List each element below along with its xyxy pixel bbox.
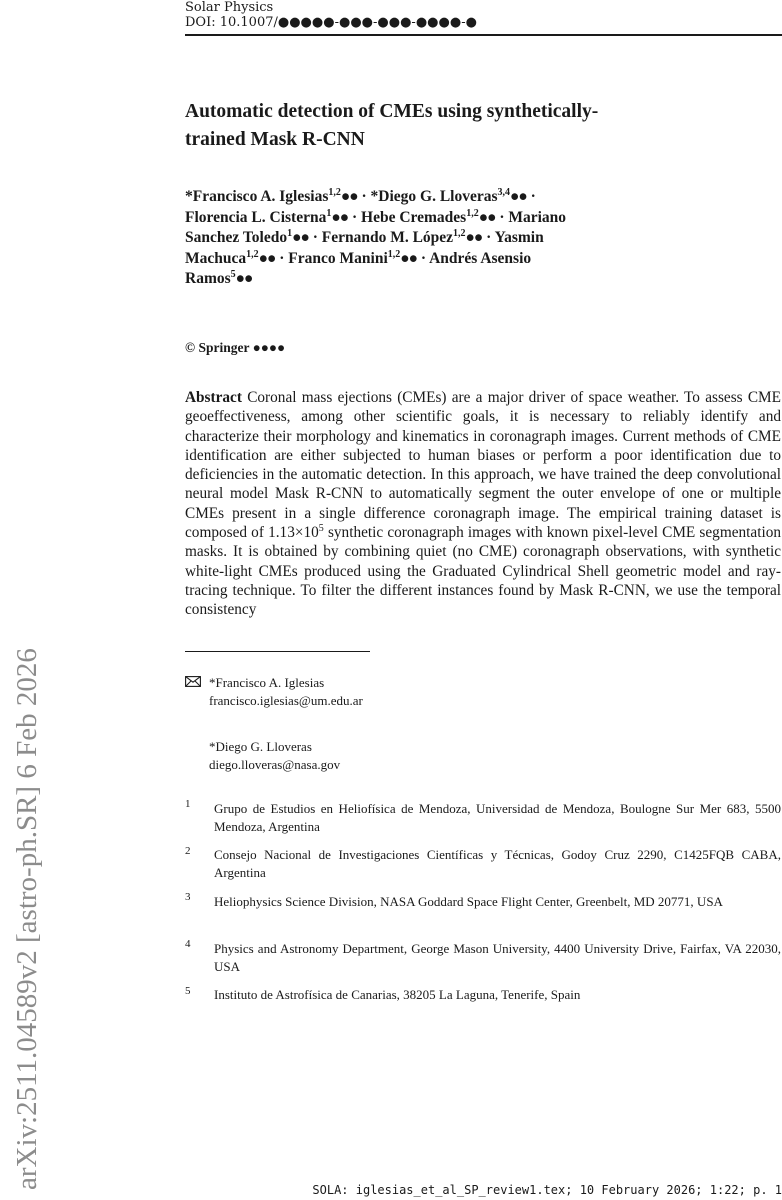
- author-affiliation: 1: [326, 207, 332, 219]
- corresponding-author: [209, 674, 363, 710]
- affiliation-text: Physics and Astronomy Department, George Mason University, 4400 University Drive, Fairfax, VA 22030, USA: [214, 941, 781, 974]
- corresponding-author: [209, 738, 340, 774]
- envelope-icon: [185, 676, 201, 687]
- author: *Francisco A. Iglesias$^{1,2}$●●: [185, 186, 358, 205]
- affiliation-number: 2: [185, 845, 191, 857]
- author: Florencia L. Cisterna$^1$●●: [185, 207, 349, 226]
- journal-name: Solar Physics: [185, 0, 274, 15]
- orcid-icon[interactable]: ●●: [258, 249, 276, 267]
- author: Mariano Sanchez Toledo$^1$●●: [185, 208, 567, 246]
- affiliation-number: 1: [185, 798, 191, 810]
- author-affiliation: 1,2: [387, 248, 401, 260]
- affiliation-text: Heliophysics Science Division, NASA Goddard Space Flight Center, Greenbelt, MD 20771, USA: [214, 894, 723, 909]
- affiliation-number: 5: [185, 985, 191, 997]
- orcid-icon[interactable]: ●●: [292, 229, 309, 246]
- author: Franco Manini$^{1,2}$●●: [288, 248, 417, 267]
- contact-email[interactable]: francisco.iglesias@um.edu.ar: [209, 693, 363, 708]
- orcid-icon[interactable]: ●●: [400, 249, 417, 267]
- affiliation-text: Grupo de Estudios en Heliofísica de Mendoza, Universidad de Mendoza, Boulogne Sur Mer 683, 5500 Mendoza, Argentina: [214, 801, 781, 834]
- affiliation-number: 3: [185, 891, 191, 903]
- abstract-heading: Abstract: [185, 389, 242, 406]
- affiliation-number: 4: [185, 938, 191, 950]
- header-rule: [185, 34, 782, 36]
- orcid-icon[interactable]: ●●: [331, 208, 349, 226]
- affiliation-text: Consejo Nacional de Investigaciones Científicas y Técnicas, Godoy Cruz 2290, C1425FQB CABA, Argentina: [214, 847, 781, 880]
- author-affiliation: 1,2: [328, 186, 341, 198]
- orcid-icon[interactable]: ●●: [340, 188, 358, 205]
- orcid-icon[interactable]: ●●: [235, 270, 253, 287]
- footnote-rule: [185, 651, 370, 652]
- contact-name: *Francisco A. Iglesias: [209, 675, 325, 690]
- page-footer: SOLA: iglesias_et_al_SP_review1.tex; 10 February 2026; 1:22; p. 1: [312, 1183, 782, 1197]
- orcid-icon[interactable]: ●●: [465, 229, 483, 246]
- contact-email[interactable]: diego.lloveras@nasa.gov: [209, 757, 341, 772]
- author: Hebe Cremades$^{1,2}$●●: [361, 207, 496, 226]
- doi: DOI: 10.1007/●●●●●-●●●-●●●-●●●●-●: [185, 15, 477, 30]
- orcid-icon[interactable]: ●●: [478, 208, 496, 226]
- arxiv-identifier[interactable]: arXiv:2511.04589v2 [astro-ph.SR] 6 Feb 2026: [11, 648, 43, 1190]
- affiliation-text: Instituto de Astrofísica de Canarias, 38205 La Laguna, Tenerife, Spain: [214, 987, 581, 1002]
- author-list: *Francisco A. Iglesias$^{1,2}$●● · *Diego G. Lloveras$^{3,4}$●● · Florencia L. Cisterna$^1$●● · Hebe Cremades$^{1,2}$●● · Mariano Sanchez Toledo$^1$●● · Fernando M. López$^{1,2}$●● · Yasmin Machuca$^{1,2}$●● · Franco Manini$^{1,2}$●● · Andrés Asensio Ramos$^5$●●: [185, 186, 567, 287]
- author: *Diego G. Lloveras$^{3,4}$●●: [370, 186, 527, 205]
- author-affiliation: 5: [230, 268, 236, 280]
- contact-name: *Diego G. Lloveras: [209, 739, 312, 754]
- author-affiliation: 1: [287, 227, 293, 239]
- copyright-notice: © Springer ●●●●: [185, 340, 286, 355]
- author-affiliation: 3,4: [497, 186, 511, 198]
- abstract: Abstract Coronal mass ejections (CMEs) are a major driver of space weather. To assess CME geoeffectiveness, among other scientific goals, it is necessary to reliably identify and characterize their morphology and kinematics in coronagraph images. Current methods of CME identification are either subjected to human biases or perform a poor identification due to deficiencies in the automatic detection. In this approach, we have trained the deep convolutional neural model Mask R-CNN to automatically segment the outer envelope of one or multiple CMEs present in a single difference coronagraph image. The empirical training dataset is composed of $1.13\times 10^5$ synthetic coronagraph images with known pixel-level CME segmentation masks. It is obtained by combining quiet (no CME) coronagraph observations, with synthetic white-light CMEs produced using the Graduated Cylindrical Shell geometric model and ray-tracing technique. To filter the different instances found by Mask R-CNN, we use the temporal consistency: [185, 389, 782, 619]
- author-affiliation: 1,2: [466, 207, 479, 219]
- paper-title: Automatic detection of CMEs using synthetically-trained Mask R-CNN: [185, 101, 599, 150]
- author: Andrés Asensio Ramos$^5$●●: [185, 249, 532, 287]
- author: Yasmin Machuca$^{1,2}$●●: [185, 229, 544, 267]
- orcid-icon[interactable]: ●●: [510, 188, 527, 205]
- author-affiliation: 1,2: [453, 227, 466, 239]
- author: Fernando M. López$^{1,2}$●●: [321, 227, 483, 246]
- author-affiliation: 1,2: [246, 248, 259, 260]
